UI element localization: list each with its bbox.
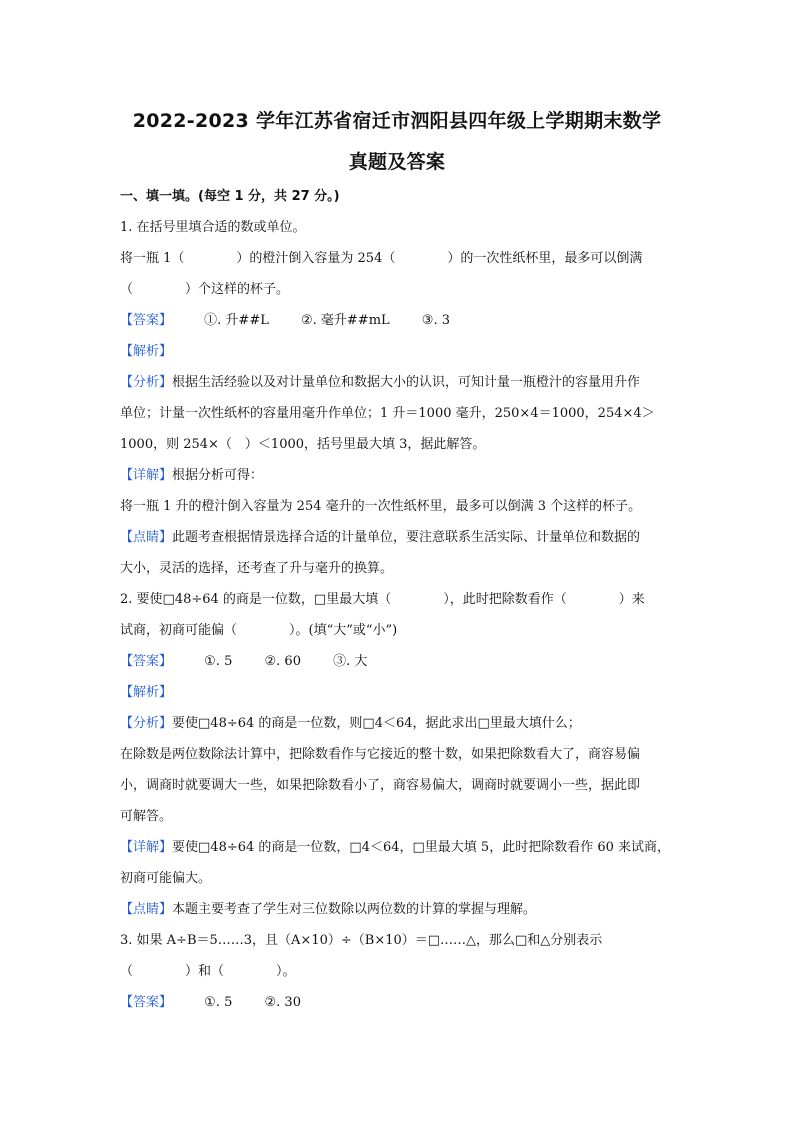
dianjing-tag: 【点睛】 bbox=[120, 530, 173, 545]
q2-xiangjie-line2: 初商可能偏大。 bbox=[120, 871, 212, 886]
q1-xiangjie-line1 bbox=[120, 467, 680, 485]
answer-item: ③. 3 bbox=[421, 313, 450, 328]
answer-tag: 【答案】 bbox=[120, 313, 173, 328]
q2-stem-line1: 2. 要使□48÷64 的商是一位数，□里最大填（ ），此时把除数看作（ ）来 bbox=[120, 592, 645, 607]
q1-answer-row bbox=[120, 312, 680, 330]
answer-item: ②. 30 bbox=[264, 995, 301, 1010]
q1-stem-line3: （ ）个这样的杯子。 bbox=[120, 282, 290, 297]
fenxi-text: 要使□48÷64 的商是一位数，则□4＜64，据此求出□里最大填什么； bbox=[172, 716, 581, 731]
xiangjie-text: 要使□48÷64 的商是一位数，□4＜64，□里最大填 5，此时把除数看作 60 来试商， bbox=[172, 840, 670, 855]
answer-item: ②. 毫升##mL bbox=[300, 313, 390, 328]
xiangjie-tag: 【详解】 bbox=[120, 840, 173, 855]
answer-item: ①. 5 bbox=[204, 654, 233, 669]
q3-stem-line1: 3. 如果 A÷B＝5……3，且（A×10）÷（B×10）＝□……△，那么□和△分别表示 bbox=[120, 933, 603, 948]
q2-fenxi-line2: 在除数是两位数除法计算中，把除数看作与它接近的整十数，如果把除数看大了，商容易偏 bbox=[120, 747, 641, 762]
q2-stem-line2: 试商，初商可能偏（ ）。(填“大”或“小”) bbox=[120, 623, 398, 638]
analysis-tag: 【解析】 bbox=[120, 344, 173, 359]
dianjing-text: 本题主要考查了学生对三位数除以两位数的计算的掌握与理解。 bbox=[172, 902, 537, 917]
q1-dianjing-line1 bbox=[120, 529, 680, 547]
xiangjie-text: 根据分析可得： bbox=[172, 468, 264, 483]
answer-item: ②. 60 bbox=[264, 654, 301, 669]
answer-item: ①. 5 bbox=[204, 995, 233, 1010]
fenxi-text: 根据生活经验以及对计量单位和数据大小的认识，可知计量一瓶橙汁的容量用升作 bbox=[172, 375, 641, 390]
fenxi-tag: 【分析】 bbox=[120, 375, 173, 390]
q1-xiangjie-line2: 将一瓶 1 升的橙汁倒入容量为 254 毫升的一次性纸杯里，最多可以倒满 3 个这样的杯子。 bbox=[120, 499, 642, 514]
q1-dianjing-line2: 大小，灵活的选择，还考查了升与毫升的换算。 bbox=[120, 561, 394, 576]
answer-tag: 【答案】 bbox=[120, 995, 173, 1010]
q1-fenxi-line1 bbox=[120, 374, 680, 392]
xiangjie-tag: 【详解】 bbox=[120, 468, 173, 483]
q2-fenxi-line1 bbox=[120, 715, 680, 733]
q1-stem: 1. 在括号里填合适的数或单位。 bbox=[120, 220, 306, 235]
analysis-tag: 【解析】 bbox=[120, 685, 173, 700]
q2-fenxi-line3: 小，调商时就要调大一些，如果把除数看小了，商容易偏大，调商时就要调小一些，据此即 bbox=[120, 778, 641, 793]
answer-item: ③. 大 bbox=[333, 654, 368, 669]
answer-item: ①. 升##L bbox=[204, 313, 269, 328]
fenxi-tag: 【分析】 bbox=[120, 716, 173, 731]
section-heading: 一、填一填。(每空 1 分，共 27 分。) bbox=[120, 189, 340, 204]
q1-fenxi-line2: 单位；计量一次性纸杯的容量用毫升作单位；1 升＝1000 毫升，250×4＝1000，254×4＞ bbox=[120, 406, 655, 421]
q3-answer-row bbox=[120, 994, 680, 1012]
q2-fenxi-line4: 可解答。 bbox=[120, 809, 173, 824]
q2-dianjing-line1 bbox=[120, 901, 680, 919]
q2-answer-row bbox=[120, 653, 680, 671]
dianjing-text: 此题考查根据情景选择合适的计量单位，要注意联系生活实际、计量单位和数据的 bbox=[172, 530, 641, 545]
q2-xiangjie-line1 bbox=[120, 839, 680, 857]
document-title-line1: 2022-2023 学年江苏省宿迁市泗阳县四年级上学期期末数学 bbox=[132, 110, 662, 132]
q1-stem-line2: 将一瓶 1（ ）的橙汁倒入容量为 254（ ）的一次性纸杯里，最多可以倒满 bbox=[120, 251, 643, 266]
dianjing-tag: 【点睛】 bbox=[120, 902, 173, 917]
document-title-line2: 真题及答案 bbox=[348, 151, 446, 173]
q1-fenxi-line3: 1000，则 254×（ ）＜1000，括号里最大填 3，据此解答。 bbox=[120, 437, 486, 452]
q3-stem-line2: （ ）和（ ）。 bbox=[120, 964, 296, 979]
answer-tag: 【答案】 bbox=[120, 654, 173, 669]
